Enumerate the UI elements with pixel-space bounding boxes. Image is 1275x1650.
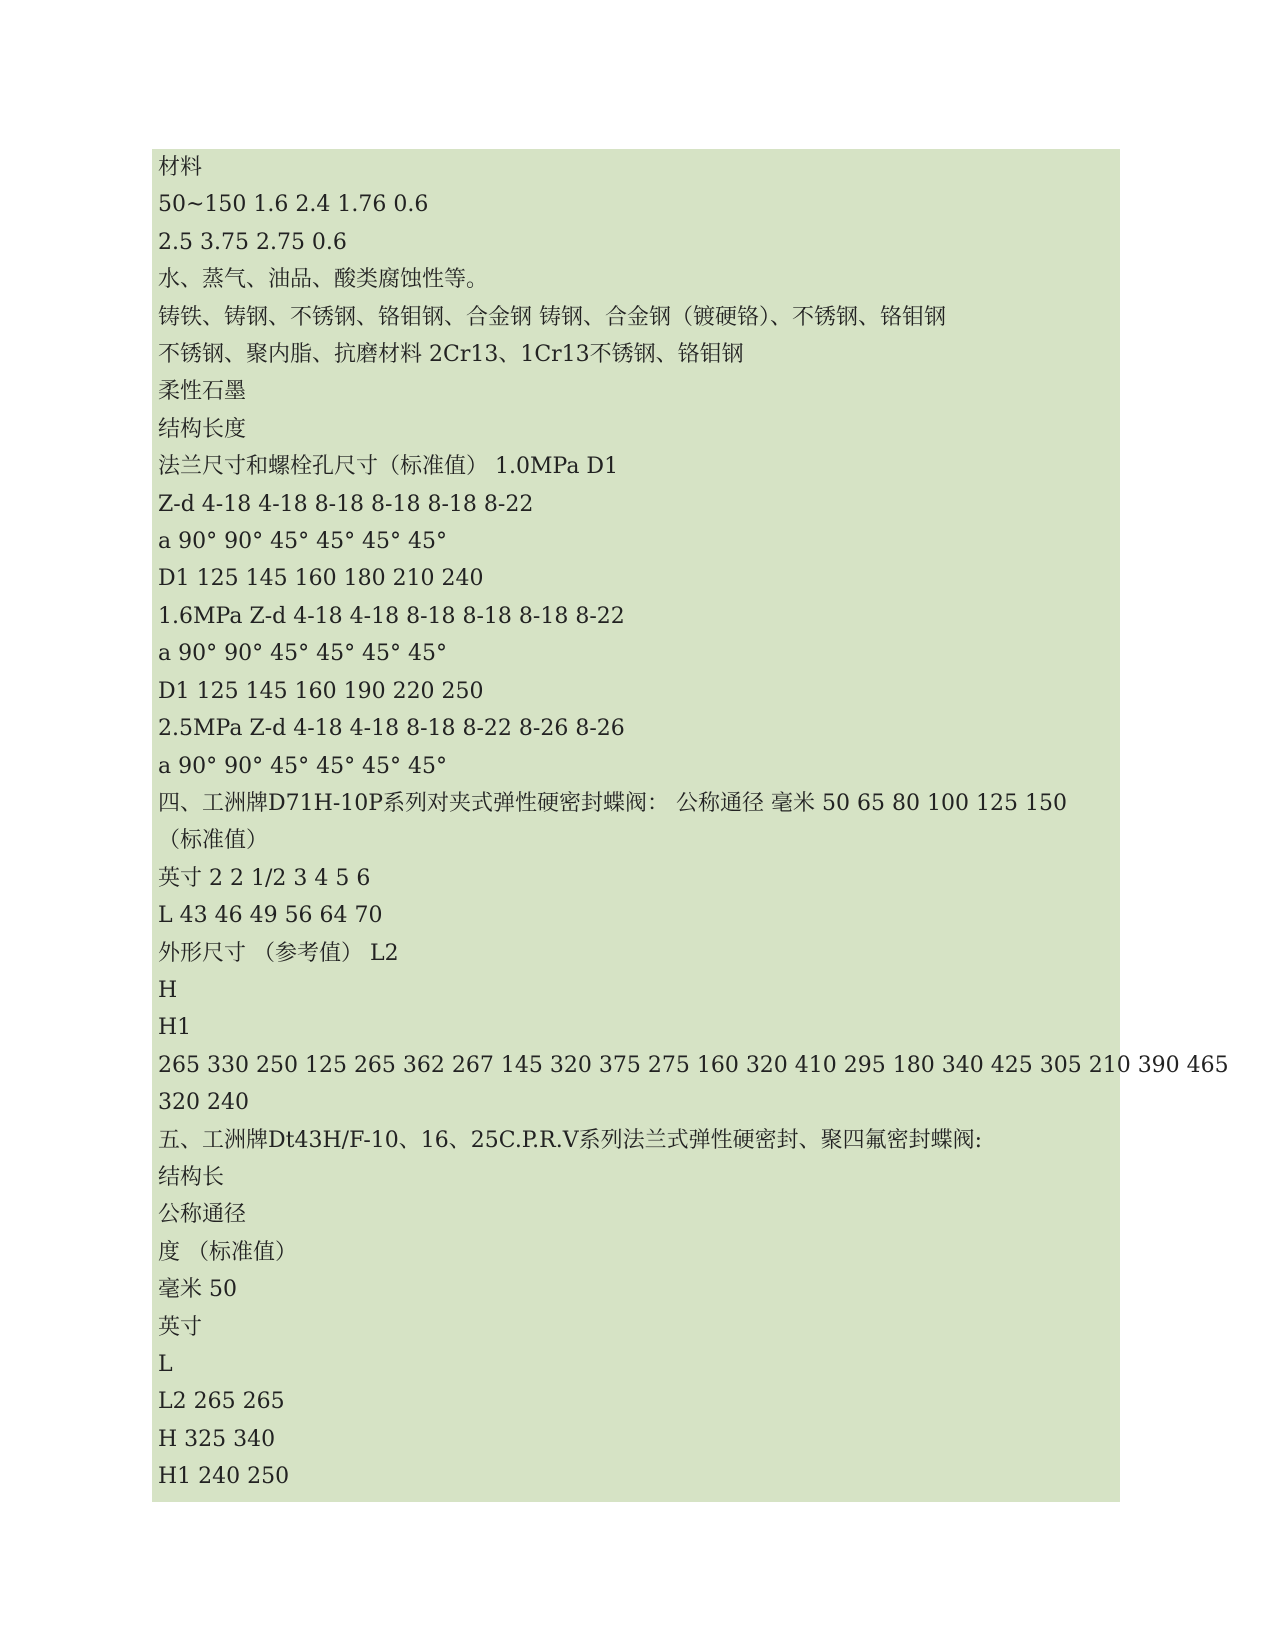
text-line: H 325 340 bbox=[158, 1426, 276, 1452]
text-line: a 90° 90° 45° 45° 45° 45° bbox=[158, 529, 448, 555]
text-line: 2.5MPa Z-d 4-18 4-18 8-18 8-22 8-26 8-26 bbox=[158, 716, 625, 742]
text-line: D1 125 145 160 190 220 250 bbox=[158, 678, 484, 704]
text-line: a 90° 90° 45° 45° 45° 45° bbox=[158, 641, 448, 667]
text-line: 2.5 3.75 2.75 0.6 bbox=[158, 229, 347, 255]
text-line: 材料 bbox=[158, 155, 203, 180]
text-line: 公称通径 bbox=[158, 1202, 247, 1228]
document-text-block bbox=[152, 149, 1229, 1502]
text-line: 度 （标准值） bbox=[158, 1239, 297, 1265]
text-line: 四、工洲牌D71H-10P系列对夹式弹性硬密封蝶阀： 公称通径 毫米 50 65 80 100 125 150 bbox=[158, 790, 1067, 816]
text-line: 结构长 bbox=[158, 1164, 225, 1190]
text-line: L 43 46 49 56 64 70 bbox=[158, 903, 383, 929]
text-line: 320 240 bbox=[158, 1090, 249, 1116]
text-line: D1 125 145 160 180 210 240 bbox=[158, 566, 484, 592]
text-line: 1.6MPa Z-d 4-18 4-18 8-18 8-18 8-18 8-22 bbox=[158, 603, 625, 629]
text-line: 不锈钢、聚内脂、抗磨材料 2Cr13、1Cr13不锈钢、铬钼钢 bbox=[158, 342, 744, 368]
text-line: 五、工洲牌Dt43H/F-10、16、25C.P.R.V系列法兰式弹性硬密封、聚四氟密封蝶阀: bbox=[158, 1127, 983, 1153]
text-line: 英寸 bbox=[158, 1314, 203, 1340]
text-line: H1 bbox=[158, 1015, 192, 1041]
text-line: 265 330 250 125 265 362 267 145 320 375 275 160 320 410 295 180 340 425 305 210 390 465 bbox=[158, 1052, 1229, 1078]
text-line: L2 265 265 bbox=[158, 1389, 285, 1415]
text-line: 英寸 2 2 1/2 3 4 5 6 bbox=[158, 865, 371, 891]
text-line: （标准值） bbox=[158, 828, 269, 854]
text-line: H bbox=[158, 977, 178, 1003]
text-line: 50~150 1.6 2.4 1.76 0.6 bbox=[158, 192, 429, 218]
text-line: 结构长度 bbox=[158, 416, 247, 442]
text-line: a 90° 90° 45° 45° 45° 45° bbox=[158, 753, 448, 779]
text-line: 毫米 50 bbox=[158, 1277, 237, 1303]
text-line: 铸铁、铸钢、不锈钢、铬钼钢、合金钢 铸钢、合金钢（镀硬铬）、不锈钢、铬钼钢 bbox=[158, 304, 946, 330]
text-line: L bbox=[158, 1352, 173, 1377]
text-line: 法兰尺寸和螺栓孔尺寸（标准值） 1.0MPa D1 bbox=[158, 454, 619, 480]
text-line: Z-d 4-18 4-18 8-18 8-18 8-18 8-22 bbox=[158, 491, 534, 517]
text-line: H1 240 250 bbox=[158, 1464, 290, 1490]
text-line: 水、蒸气、油品、酸类腐蚀性等。 bbox=[158, 267, 489, 293]
text-line: 外形尺寸 （参考值） L2 bbox=[158, 940, 399, 966]
text-line: 柔性石墨 bbox=[158, 379, 247, 405]
